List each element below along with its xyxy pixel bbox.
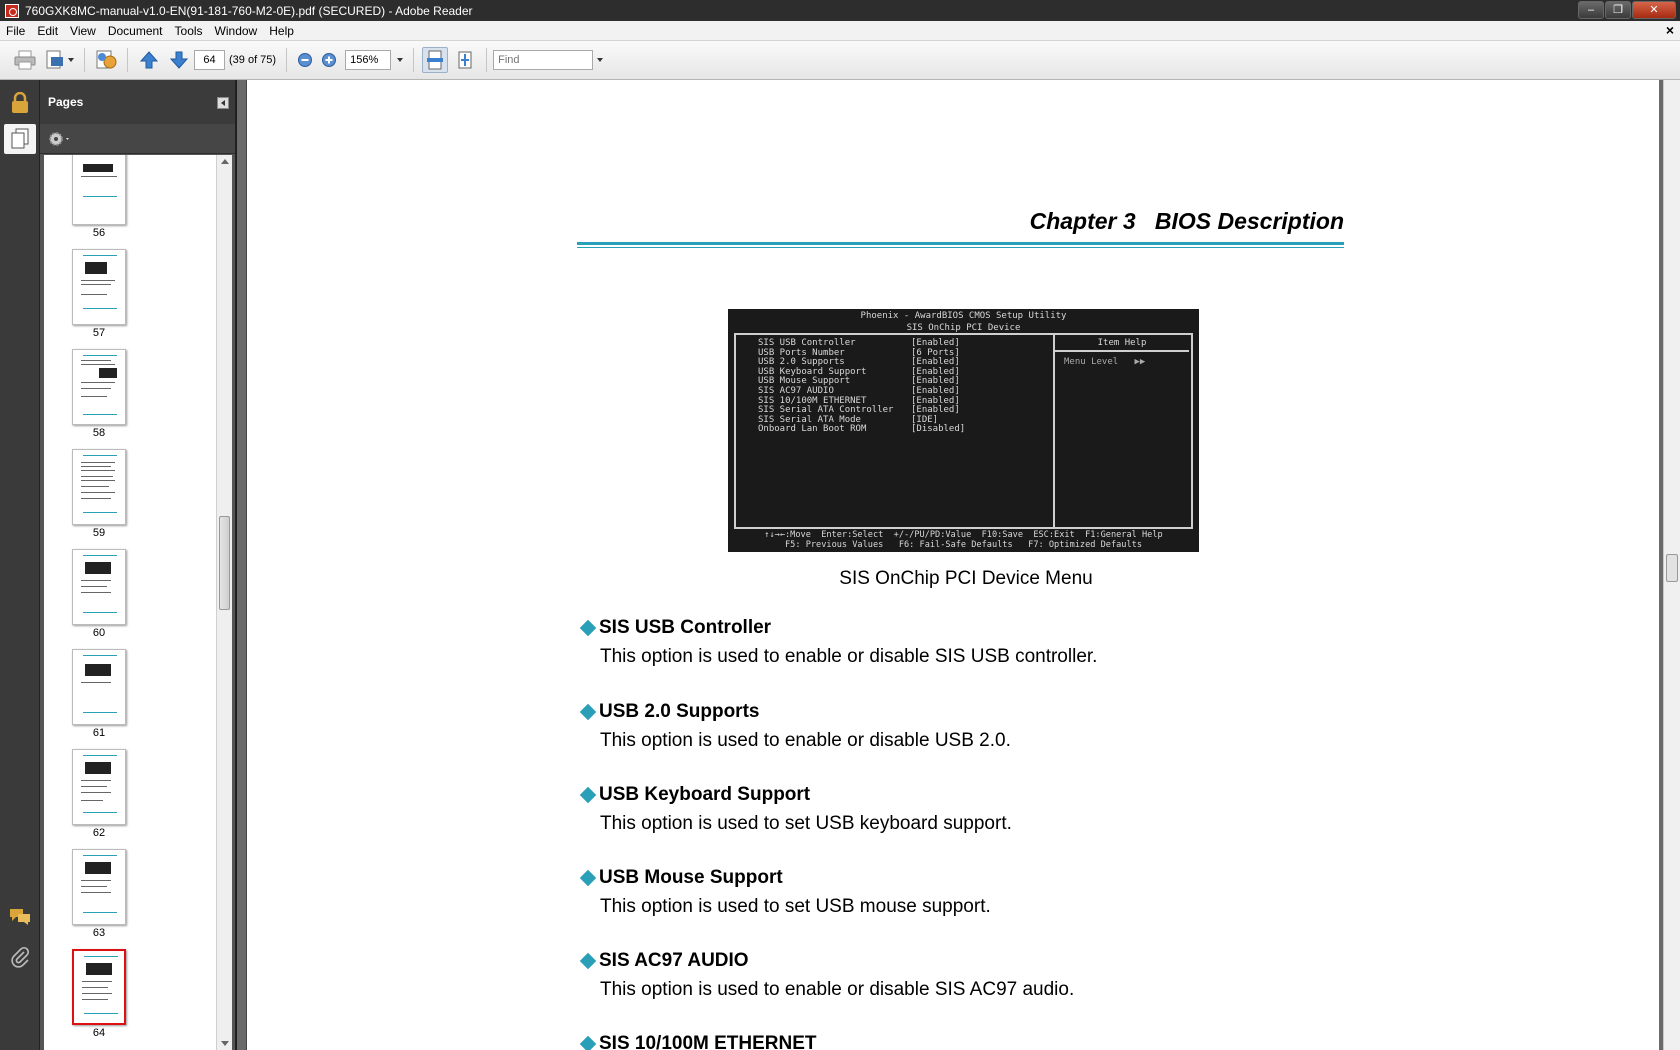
bullet-diamond-icon xyxy=(580,1036,596,1050)
fit-width-button[interactable] xyxy=(422,47,448,73)
pages-panel xyxy=(40,80,236,1050)
bios-subtitle: SIS OnChip PCI Device xyxy=(906,323,1021,333)
bios-divider xyxy=(1053,335,1055,527)
bios-row: USB Ports Number [6 Ports] xyxy=(758,347,960,358)
scrollbar-thumb[interactable] xyxy=(219,516,230,610)
zoom-in-icon xyxy=(321,52,337,68)
page-thumbnail-label: 63 xyxy=(92,927,106,939)
bios-menu-level: Menu Level ▶▶ xyxy=(1064,357,1146,367)
pages-icon xyxy=(10,128,30,150)
option-section xyxy=(580,867,1380,918)
option-section xyxy=(580,617,1380,668)
bios-row: SIS AC97 AUDIO [Enabled] xyxy=(758,385,960,396)
arrow-up-icon xyxy=(139,50,159,70)
toolbar-separator xyxy=(84,48,85,72)
figure-caption: SIS OnChip PCI Device Menu xyxy=(839,568,1093,589)
gear-icon[interactable] xyxy=(48,130,74,148)
page-thumbnail-label: 58 xyxy=(92,427,106,439)
comments-button[interactable] xyxy=(6,902,34,932)
minimize-button[interactable]: – xyxy=(1578,1,1604,19)
option-title: USB Keyboard Support xyxy=(599,784,811,805)
chapter-heading: Chapter 3 BIOS Description xyxy=(1029,208,1344,234)
scroll-up-icon[interactable] xyxy=(221,159,229,164)
option-description: This option is used to enable or disable USB 2.0. xyxy=(600,730,1011,751)
page-thumbnail[interactable] xyxy=(72,155,126,225)
pages-panel-header xyxy=(40,80,235,124)
bios-row: USB Keyboard Support [Enabled] xyxy=(758,366,960,377)
save-copy-button[interactable] xyxy=(42,47,76,73)
option-description: This option is used to set USB keyboard support. xyxy=(600,813,1012,834)
zoom-level-input[interactable] xyxy=(345,50,391,70)
bullet-diamond-icon xyxy=(580,787,596,803)
bios-settings-list xyxy=(758,339,965,435)
option-section xyxy=(580,701,1380,752)
page-thumbnail-label: 60 xyxy=(92,627,106,639)
option-title: USB Mouse Support xyxy=(599,867,783,888)
close-document-button[interactable]: × xyxy=(1665,22,1674,38)
chevron-down-icon xyxy=(68,58,74,62)
bios-row: USB Mouse Support [Enabled] xyxy=(758,376,960,387)
pages-options-bar xyxy=(40,124,235,154)
window-controls xyxy=(1577,1,1676,19)
page-thumbnail-label: 59 xyxy=(92,527,106,539)
find-input[interactable] xyxy=(493,50,593,70)
option-description: This option is used to enable or disable SIS USB controller. xyxy=(600,646,1098,667)
page-thumbnail[interactable] xyxy=(72,449,126,525)
pages-panel-title: Pages xyxy=(48,95,84,109)
find-options-dropdown-icon[interactable] xyxy=(597,58,603,62)
option-section xyxy=(580,784,1380,835)
chapter-rule xyxy=(577,247,1344,248)
page-thumbnails xyxy=(44,155,216,1050)
toolbar xyxy=(0,41,1680,80)
option-title: SIS 10/100M ETHERNET xyxy=(599,1033,817,1050)
title-bar xyxy=(0,0,1680,21)
bios-footer xyxy=(734,530,1193,550)
document-export-icon xyxy=(44,50,66,70)
page-thumbnail-label: 62 xyxy=(92,827,106,839)
toolbar-separator xyxy=(286,48,287,72)
chapter-rule xyxy=(577,242,1344,245)
menu-view[interactable]: View xyxy=(70,23,96,38)
window-title: 760GXK8MC-manual-v1.0-EN(91-181-760-M2-0E).pdf (SECURED) - Adobe Reader xyxy=(25,3,473,18)
option-section xyxy=(580,950,1380,1001)
document-scrollbar[interactable] xyxy=(1663,80,1680,1050)
restore-button[interactable]: ❐ xyxy=(1605,1,1631,19)
option-description: This option is used to enable or disable SIS AC97 audio. xyxy=(600,979,1075,1000)
adobe-reader-icon xyxy=(5,4,19,18)
bullet-diamond-icon xyxy=(580,704,596,720)
page-thumbnail[interactable] xyxy=(72,649,126,725)
scrollbar-thumb[interactable] xyxy=(1666,554,1678,582)
arrow-down-icon xyxy=(169,50,189,70)
fit-page-icon xyxy=(456,50,474,70)
paperclip-icon xyxy=(10,946,30,968)
print-icon xyxy=(14,50,36,70)
fit-page-button[interactable] xyxy=(452,47,478,73)
bios-screenshot xyxy=(728,309,1199,552)
bullet-diamond-icon xyxy=(580,953,596,969)
bios-row: SIS 10/100M ETHERNET [Enabled] xyxy=(758,395,960,406)
bios-row: SIS USB Controller [Enabled] xyxy=(758,338,960,348)
navigation-strip xyxy=(0,80,40,1050)
toolbar-separator xyxy=(127,48,128,72)
page-thumbnail-label: 56 xyxy=(92,227,106,239)
zoom-out-button[interactable] xyxy=(295,47,315,73)
bios-row: USB 2.0 Supports [Enabled] xyxy=(758,357,960,368)
collapse-panel-button[interactable] xyxy=(217,97,229,109)
bullet-diamond-icon xyxy=(580,620,596,636)
page-thumbnail[interactable] xyxy=(72,549,126,625)
scroll-down-icon[interactable] xyxy=(221,1041,229,1046)
bios-row: SIS Serial ATA Controller [Enabled] xyxy=(758,405,960,416)
menu-document[interactable]: Document xyxy=(107,23,163,38)
bios-frame xyxy=(734,333,1193,529)
option-title: SIS USB Controller xyxy=(599,617,772,638)
bios-footer-line: ↑↓→←:Move Enter:Select +/-/PU/PD:Value F10:Save ESC:Exit F1:General Help xyxy=(764,530,1163,540)
fit-width-icon xyxy=(426,50,444,70)
document-view xyxy=(237,80,1680,1050)
menu-bar xyxy=(0,21,1680,41)
pages-panel-button[interactable] xyxy=(4,124,36,154)
menu-edit[interactable]: Edit xyxy=(37,23,59,38)
menu-tools[interactable]: Tools xyxy=(174,23,203,38)
page-thumbnail-label: 61 xyxy=(92,727,106,739)
zoom-in-button[interactable] xyxy=(319,47,339,73)
print-button[interactable] xyxy=(12,47,38,73)
bios-row: Onboard Lan Boot ROM [Disabled] xyxy=(758,424,966,435)
page-thumbnail-label: 57 xyxy=(92,327,106,339)
page-number-input[interactable] xyxy=(194,50,225,70)
menu-file[interactable]: File xyxy=(6,23,26,38)
bios-help-title: Item Help xyxy=(1055,337,1189,352)
collaborate-icon xyxy=(94,49,118,71)
option-description: This option is used to set USB mouse support. xyxy=(600,896,991,917)
bios-title: Phoenix - AwardBIOS CMOS Setup Utility xyxy=(860,311,1067,321)
thumbnails-scrollbar[interactable] xyxy=(216,155,232,1050)
menu-window[interactable]: Window xyxy=(214,23,258,38)
collaborate-button[interactable] xyxy=(93,47,119,73)
option-title: USB 2.0 Supports xyxy=(599,701,760,722)
security-settings-button[interactable] xyxy=(6,88,34,118)
close-window-button[interactable]: ✕ xyxy=(1632,1,1676,19)
page-count-label: (39 of 75) xyxy=(229,54,277,66)
page-thumbnail-label: 64 xyxy=(92,1027,106,1039)
pdf-page xyxy=(246,80,1659,1050)
page-thumbnail[interactable] xyxy=(72,749,126,825)
bios-row: SIS Serial ATA Mode [IDE] xyxy=(758,414,939,425)
attachments-button[interactable] xyxy=(6,942,34,972)
page-thumbnail-selected[interactable] xyxy=(72,949,126,1025)
zoom-out-icon xyxy=(297,52,313,68)
zoom-dropdown-icon[interactable] xyxy=(397,58,403,62)
bullet-diamond-icon xyxy=(580,870,596,886)
page-thumbnail[interactable] xyxy=(72,349,126,425)
toolbar-separator xyxy=(486,48,487,72)
bios-footer-line: F5: Previous Values F6: Fail-Safe Defaults F7: Optimized Defaults xyxy=(785,540,1142,550)
option-section xyxy=(580,1033,1380,1050)
menu-help[interactable]: Help xyxy=(269,23,294,38)
previous-page-button[interactable] xyxy=(136,47,162,73)
next-page-button[interactable] xyxy=(166,47,192,73)
comments-icon xyxy=(8,907,32,927)
toolbar-separator xyxy=(413,48,414,72)
page-thumbnail[interactable] xyxy=(72,849,126,925)
option-title: SIS AC97 AUDIO xyxy=(599,950,749,971)
lock-icon xyxy=(10,92,30,114)
page-thumbnail[interactable] xyxy=(72,249,126,325)
